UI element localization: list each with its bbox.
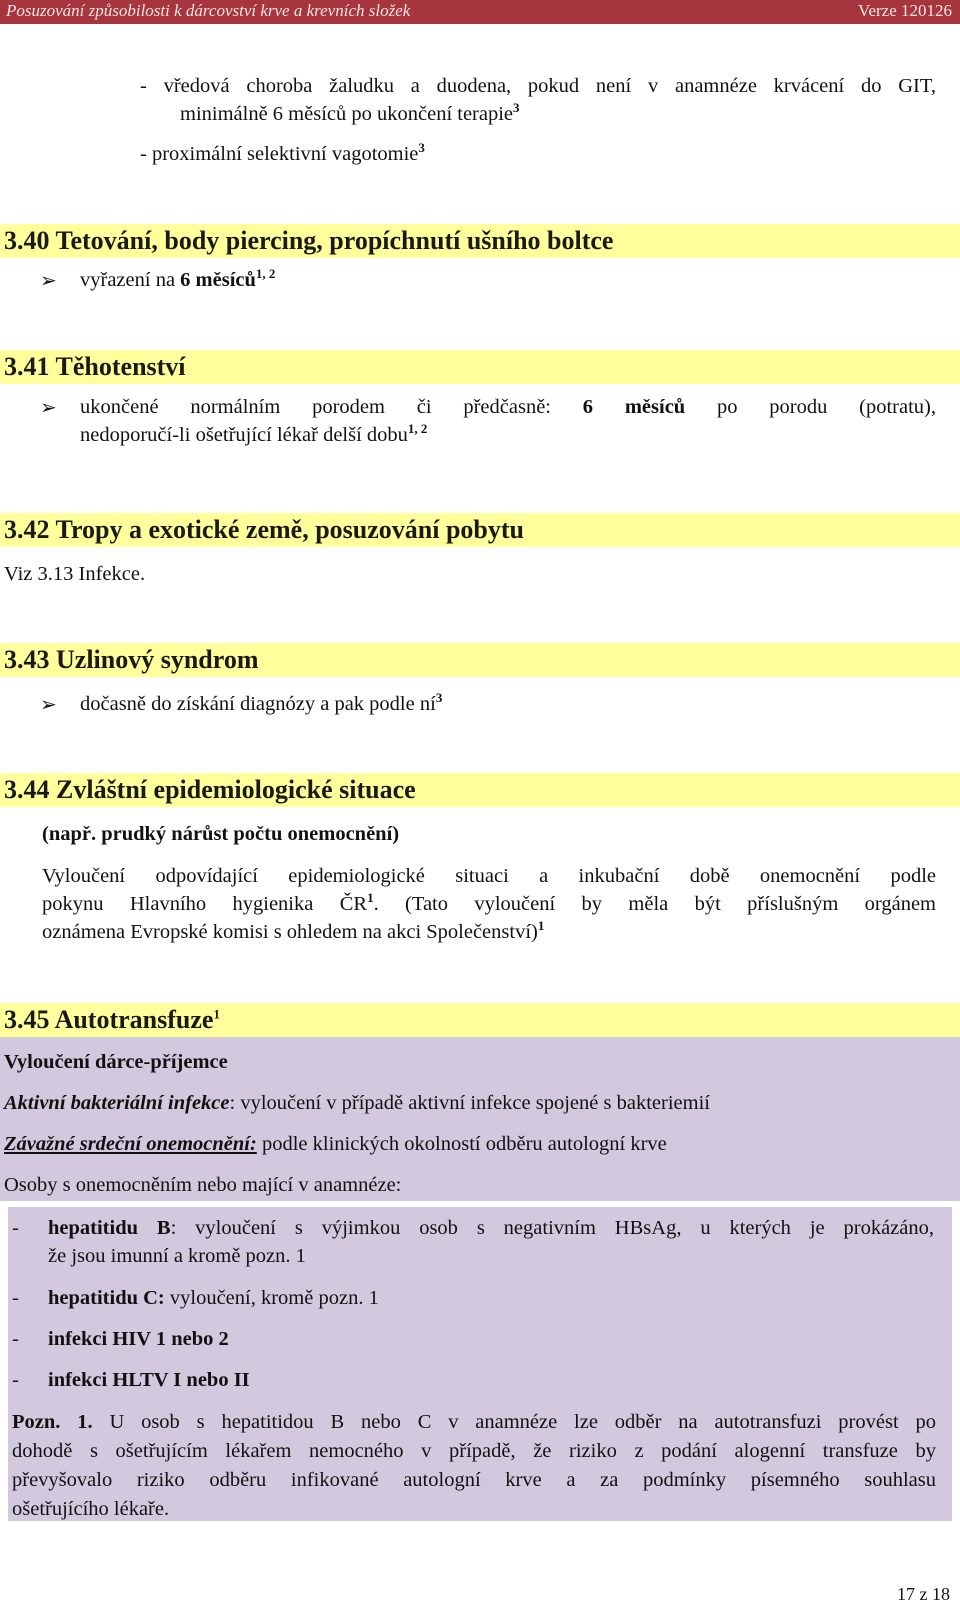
document-header — [0, 0, 960, 24]
section-heading-3-44: 3.44 Zvláštní epidemiologické situace — [0, 773, 960, 807]
list-item: - proximální selektivní vagotomie$^3$ — [140, 140, 425, 165]
bullet-arrow-icon: ➢ — [40, 395, 57, 419]
note-line: převyšovalo riziko odběru infikované autologní krve a za podmínky písemného souhlasu — [12, 1469, 936, 1491]
paragraph-line: oznámena Evropské komisi s ohledem na akci Společenství)$^1$ — [42, 918, 545, 943]
note-line: Pozn. 1. U osob s hepatitidou B nebo C v anamnéze lze odběr na autotransfuzi provést po — [12, 1411, 936, 1433]
list-dash: - — [12, 1328, 19, 1350]
bullet-text-continuation: nedoporučí-li ošetřující lékař delší dobu$^{1, 2}$ — [80, 421, 428, 446]
paragraph-line: pokynu Hlavního hygienika $ČR^1$. (Tato vyloučení by měla být příslušným orgánem — [42, 890, 936, 915]
table-row: Osoby s onemocněním nebo mající v anamnéze: — [4, 1174, 402, 1196]
page-number: 17 z 18 — [897, 1584, 950, 1604]
list-dash: - — [12, 1369, 19, 1391]
document-title: Posuzování způsobilosti k dárcovství krve a krevních složek — [6, 1, 411, 20]
note-line: dohodě s ošetřujícím lékařem nemocného v případě, že riziko z podání alogenní transfuze by — [12, 1440, 936, 1462]
section-heading-3-45: 3.45 Autotransfuze$^1$ — [0, 1003, 960, 1037]
list-item: infekci HLTV I nebo II — [48, 1369, 250, 1391]
bullet-text: dočasně do získání diagnózy a pak podle $ní^3$ — [80, 690, 443, 715]
table-row: Závažné srdeční onemocnění: podle klinických okolností odběru autologní krve — [4, 1133, 667, 1155]
list-item-continuation: že jsou imunní a kromě pozn. 1 — [48, 1245, 306, 1267]
section-heading-3-40: 3.40 Tetování, body piercing, propíchnutí ušního boltce — [0, 224, 960, 258]
bullet-text: ukončené normálním porodem či předčasně: 6 měsíců po porodu (potratu), — [80, 396, 937, 418]
bullet-arrow-icon: ➢ — [40, 692, 57, 716]
note-line: ošetřujícího lékaře. — [12, 1498, 170, 1520]
bullet-text: vyřazení na 6 měsíců$^{1, 2}$ — [80, 266, 276, 291]
list-item: hepatitidu B: vyloučení s výjimkou osob s negativním HBsAg, u kterých je prokázáno, — [48, 1217, 934, 1239]
section-text: Viz 3.13 Infekce. — [4, 563, 146, 585]
bullet-arrow-icon: ➢ — [40, 268, 57, 292]
list-item: hepatitidu C: vyloučení, kromě pozn. 1 — [48, 1287, 379, 1309]
list-item: - vředová choroba žaludku a duodena, pokud není v anamnéze krvácení do GIT, — [140, 75, 936, 97]
section-heading-3-43: 3.43 Uzlinový syndrom — [0, 643, 960, 677]
list-dash: - — [12, 1217, 19, 1239]
section-heading-3-41: 3.41 Těhotenství — [0, 350, 960, 384]
table-row: Aktivní bakteriální infekce: vyloučení v případě aktivní infekce spojené s bakteriemií — [4, 1092, 710, 1114]
section-subheading: (např. prudký nárůst počtu onemocnění) — [42, 823, 400, 845]
list-item: infekci HIV 1 nebo 2 — [48, 1328, 229, 1350]
list-dash: - — [12, 1287, 19, 1309]
paragraph-line: Vyloučení odpovídající epidemiologické situaci a inkubační době onemocnění podle — [42, 865, 936, 887]
section-heading-3-42: 3.42 Tropy a exotické země, posuzování pobytu — [0, 513, 960, 547]
table-row: Vyloučení dárce-příjemce — [4, 1051, 228, 1073]
list-item-continuation: minimálně 6 měsíců po ukončení terapie$^3$ — [180, 100, 520, 125]
document-version: Verze 120126 — [858, 1, 952, 20]
